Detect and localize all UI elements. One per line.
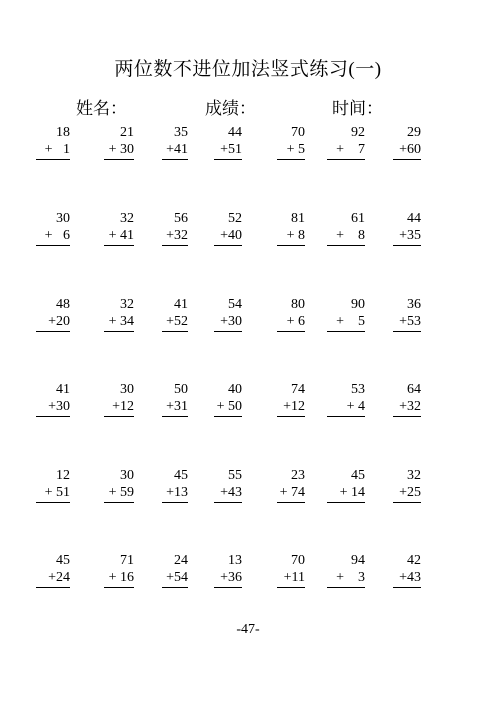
addend-bottom: +60 (393, 141, 421, 160)
addend-bottom: +43 (214, 484, 242, 503)
addend-bottom: +35 (393, 227, 421, 246)
page-title: 两位数不进位加法竖式练习(一) (114, 59, 382, 80)
addition-problem (327, 296, 365, 332)
addend-top: 64 (407, 382, 421, 397)
time-label: 时间： (332, 99, 383, 118)
addition-problem (36, 381, 70, 417)
addend-top: 74 (291, 382, 305, 397)
addition-problem (36, 210, 70, 246)
addend-bottom: + 50 (214, 398, 242, 417)
addend-bottom: + 8 (327, 227, 365, 246)
addend-bottom: +43 (393, 569, 421, 588)
addition-problem (393, 210, 421, 246)
addend-bottom: + 6 (277, 313, 305, 332)
addend-bottom: + 74 (277, 484, 305, 503)
addend-bottom: +31 (162, 398, 188, 417)
addend-bottom: +13 (162, 484, 188, 503)
addition-problem (104, 467, 134, 503)
addend-top: 50 (174, 382, 188, 397)
addition-problem (277, 124, 305, 160)
addend-top: 45 (56, 553, 70, 568)
addend-top: 56 (174, 211, 188, 226)
addition-problem (162, 552, 188, 588)
addend-bottom: +52 (162, 313, 188, 332)
addition-problem (162, 381, 188, 417)
addend-top: 13 (228, 553, 242, 568)
addend-top: 30 (56, 211, 70, 226)
addition-problem (214, 467, 242, 503)
addend-top: 55 (228, 468, 242, 483)
addend-bottom: + 7 (327, 141, 365, 160)
addition-problem (327, 467, 365, 503)
addition-problem (393, 552, 421, 588)
addend-top: 12 (56, 468, 70, 483)
addend-top: 32 (120, 297, 134, 312)
addend-bottom: + 41 (104, 227, 134, 246)
addition-problem (104, 210, 134, 246)
addend-bottom: + 1 (36, 141, 70, 160)
addend-bottom: +53 (393, 313, 421, 332)
addend-bottom: +40 (214, 227, 242, 246)
addend-top: 44 (407, 211, 421, 226)
addition-problem (277, 467, 305, 503)
addend-top: 52 (228, 211, 242, 226)
addend-bottom: + 6 (36, 227, 70, 246)
addition-problem (104, 552, 134, 588)
addition-problem (36, 552, 70, 588)
addend-top: 45 (351, 468, 365, 483)
addend-top: 40 (228, 382, 242, 397)
addition-problem (104, 296, 134, 332)
addend-bottom: +30 (214, 313, 242, 332)
addend-bottom: +36 (214, 569, 242, 588)
addend-bottom: + 14 (327, 484, 365, 503)
addition-problem (393, 467, 421, 503)
addend-bottom: +25 (393, 484, 421, 503)
addend-bottom: +32 (162, 227, 188, 246)
addend-top: 36 (407, 297, 421, 312)
addend-bottom: +30 (36, 398, 70, 417)
addition-problem (104, 381, 134, 417)
addend-bottom: +20 (36, 313, 70, 332)
addend-top: 92 (351, 125, 365, 140)
addition-problem (162, 124, 188, 160)
addend-top: 81 (291, 211, 305, 226)
addend-bottom: +51 (214, 141, 242, 160)
addend-top: 41 (174, 297, 188, 312)
addition-problem (393, 124, 421, 160)
addition-problem (327, 552, 365, 588)
addition-problem (393, 381, 421, 417)
addend-top: 42 (407, 553, 421, 568)
addend-top: 53 (351, 382, 365, 397)
addend-bottom: + 4 (327, 398, 365, 417)
addition-problem (277, 381, 305, 417)
addend-bottom: +12 (104, 398, 134, 417)
addend-bottom: + 30 (104, 141, 134, 160)
addend-top: 32 (407, 468, 421, 483)
addend-bottom: +41 (162, 141, 188, 160)
addend-top: 90 (351, 297, 365, 312)
addend-bottom: +54 (162, 569, 188, 588)
addend-bottom: + 5 (277, 141, 305, 160)
addition-problem (327, 124, 365, 160)
addend-bottom: + 16 (104, 569, 134, 588)
addition-problem (393, 296, 421, 332)
addend-bottom: +12 (277, 398, 305, 417)
addend-top: 61 (351, 211, 365, 226)
addend-top: 30 (120, 382, 134, 397)
addition-problem (104, 124, 134, 160)
addend-top: 18 (56, 125, 70, 140)
addend-bottom: + 34 (104, 313, 134, 332)
addition-problem (214, 210, 242, 246)
page-number: -47- (236, 622, 260, 637)
addend-top: 30 (120, 468, 134, 483)
addend-top: 54 (228, 297, 242, 312)
addition-problem (162, 296, 188, 332)
addition-problem (214, 381, 242, 417)
addend-bottom: + 3 (327, 569, 365, 588)
addend-top: 23 (291, 468, 305, 483)
addend-top: 44 (228, 125, 242, 140)
addend-bottom: +24 (36, 569, 70, 588)
addend-top: 70 (291, 125, 305, 140)
addition-problem (277, 552, 305, 588)
addend-top: 24 (174, 553, 188, 568)
score-label: 成绩： (205, 99, 256, 118)
addend-bottom: + 51 (36, 484, 70, 503)
addend-bottom: + 8 (277, 227, 305, 246)
addend-bottom: +32 (393, 398, 421, 417)
addition-problem (327, 381, 365, 417)
addend-bottom: + 59 (104, 484, 134, 503)
addition-problem (277, 296, 305, 332)
addition-problem (214, 296, 242, 332)
addend-bottom: +11 (277, 569, 305, 588)
addend-top: 48 (56, 297, 70, 312)
addition-problem (36, 467, 70, 503)
addend-top: 71 (120, 553, 134, 568)
addition-problem (277, 210, 305, 246)
addend-top: 32 (120, 211, 134, 226)
addend-top: 45 (174, 468, 188, 483)
addend-top: 29 (407, 125, 421, 140)
addend-top: 35 (174, 125, 188, 140)
addend-top: 21 (120, 125, 134, 140)
addition-problem (327, 210, 365, 246)
addition-problem (214, 552, 242, 588)
addition-problem (36, 124, 70, 160)
name-label: 姓名： (76, 99, 127, 118)
addition-problem (162, 210, 188, 246)
addend-top: 80 (291, 297, 305, 312)
addend-top: 70 (291, 553, 305, 568)
addition-problem (214, 124, 242, 160)
addition-problem (36, 296, 70, 332)
addend-bottom: + 5 (327, 313, 365, 332)
addition-problem (162, 467, 188, 503)
addend-top: 94 (351, 553, 365, 568)
addend-top: 41 (56, 382, 70, 397)
